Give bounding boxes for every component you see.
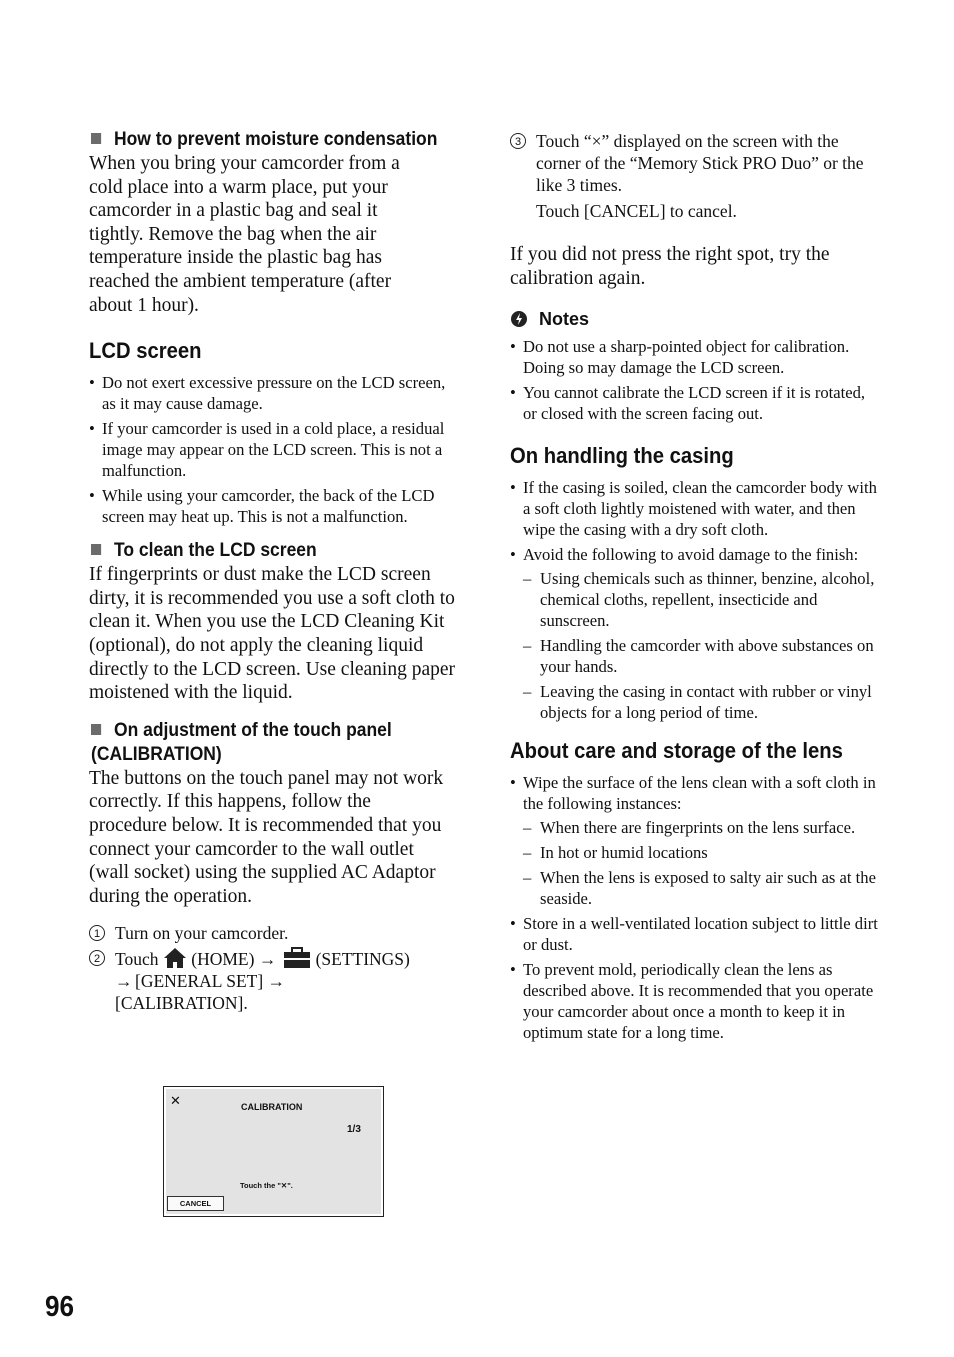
- step-number: 3: [510, 133, 526, 149]
- page-indicator: 1/3: [347, 1124, 361, 1135]
- square-bullet-icon: [91, 133, 101, 144]
- step-3: 3 Touch “×” displayed on the screen with the corner of the “Memory Stick PRO Duo” or the like 3 times.: [510, 130, 880, 196]
- casing-list: [510, 477, 880, 723]
- screen-instruction: Touch the "✕".: [240, 1181, 293, 1190]
- casing-heading: On handling the casing: [510, 443, 734, 469]
- close-icon[interactable]: ✕: [170, 1093, 181, 1108]
- list-item: • Do not use a sharp-pointed object for calibration. Doing so may damage the LCD screen.: [510, 336, 880, 378]
- list-item: – Handling the camcorder with above substances on your hands.: [523, 635, 880, 677]
- moisture-heading: How to prevent moisture condensation: [91, 128, 430, 152]
- arrow-right-icon: →: [267, 971, 286, 992]
- notes-icon: [510, 310, 528, 328]
- list-item: • Avoid the following to avoid damage to the finish: – Using chemicals such as thinner, benzine, alcohol, chemical cloths, repellent, insecticide and sunscreen. – Handling the camcorder with above substances on your hands. – Leaving the casing in contact with rubber or vinyl objects for a long period of time.: [510, 544, 880, 723]
- calibration-body: The buttons on the touch panel may not work correctly. If this happens, follow the procedure below. It is recommended that you connect your camcorder to the wall outlet (wall socket) using the supplied AC Adaptor during the operation.: [89, 767, 444, 907]
- cancel-button[interactable]: CANCEL: [167, 1196, 224, 1211]
- notes-heading: Notes: [510, 307, 880, 331]
- list-item: – In hot or humid locations: [523, 842, 880, 863]
- list-item: • Store in a well-ventilated location subject to little dirt or dust.: [510, 913, 880, 955]
- casing-dash-list: [523, 568, 880, 723]
- lens-list: [510, 772, 880, 1043]
- page-number: 96: [45, 1291, 75, 1323]
- list-item: • You cannot calibrate the LCD screen if it is rotated, or closed with the screen facing out.: [510, 382, 880, 424]
- calibration-heading: On adjustment of the touch panel (CALIBRATION): [91, 719, 392, 765]
- clean-heading: To clean the LCD screen: [91, 539, 430, 563]
- moisture-body: When you bring your camcorder from a cold place into a warm place, put your camcorder in a plastic bag and seal it tightly. Remove the bag when the air temperature inside the plastic bag has reached the ambient temperature (after about 1 hour).: [89, 153, 400, 316]
- lens-heading: About care and storage of the lens: [510, 738, 843, 764]
- lcd-bullet-list: [89, 372, 459, 527]
- square-bullet-icon: [91, 724, 101, 735]
- list-item: – Leaving the casing in contact with rubber or vinyl objects for a long period of time.: [523, 681, 880, 723]
- list-item: • Wipe the surface of the lens clean with a soft cloth in the following instances: – When there are fingerprints on the lens surface. – In hot or humid locations – When the lens is exposed to salty air such as at the seaside.: [510, 772, 880, 909]
- list-item: • If your camcorder is used in a cold place, a residual image may appear on the LCD screen. This is not a malfunction.: [89, 418, 459, 481]
- arrow-right-icon: →: [115, 971, 133, 992]
- left-column: [89, 128, 459, 1014]
- screen-area: [166, 1089, 381, 1214]
- square-bullet-icon: [91, 544, 101, 555]
- step-1: 1 Turn on your camcorder.: [89, 922, 459, 944]
- step-number: 2: [89, 950, 105, 966]
- list-item: • Do not exert excessive pressure on the LCD screen, as it may cause damage.: [89, 372, 459, 414]
- lens-dash-list: [523, 817, 880, 909]
- arrow-right-icon: →: [258, 949, 277, 970]
- home-icon: [163, 947, 187, 969]
- list-item: – When there are fingerprints on the lens surface.: [523, 817, 880, 838]
- step-2: 2 Touch (HOME) → (SETTINGS) → [GENERAL SET] → [CALIBRATION].: [89, 947, 459, 1014]
- notes-list: [510, 336, 880, 424]
- lcd-screen-heading: LCD screen: [89, 338, 202, 364]
- list-item: – When the lens is exposed to salty air such as at the seaside.: [523, 867, 880, 909]
- step-3-cancel: Touch [CANCEL] to cancel.: [536, 201, 737, 221]
- list-item: • If the casing is soiled, clean the camcorder body with a soft cloth lightly moistened with water, and then wipe the casing with a dry soft cloth.: [510, 477, 880, 540]
- calibration-screen-illustration: [163, 1086, 384, 1217]
- clean-body: If fingerprints or dust make the LCD screen dirty, it is recommended you use a soft cloth to clean it. When you use the LCD Cleaning Kit (optional), do not apply the cleaning liquid directly to the LCD screen. Use cleaning paper moistened with the liquid.: [89, 564, 456, 704]
- list-item: • To prevent mold, periodically clean the lens as described above. It is recommended that you operate your camcorder about once a month to keep it in optimum state for a long time.: [510, 959, 880, 1043]
- right-column: [510, 130, 880, 1047]
- retry-text: If you did not press the right spot, try the calibration again.: [510, 244, 830, 289]
- list-item: • While using your camcorder, the back of the LCD screen may heat up. This is not a malfunction.: [89, 485, 459, 527]
- list-item: – Using chemicals such as thinner, benzine, alcohol, chemical cloths, repellent, insecticide and sunscreen.: [523, 568, 880, 631]
- screen-title: CALIBRATION: [241, 1102, 303, 1112]
- toolbox-settings-icon: [283, 947, 311, 969]
- step-number: 1: [89, 925, 105, 941]
